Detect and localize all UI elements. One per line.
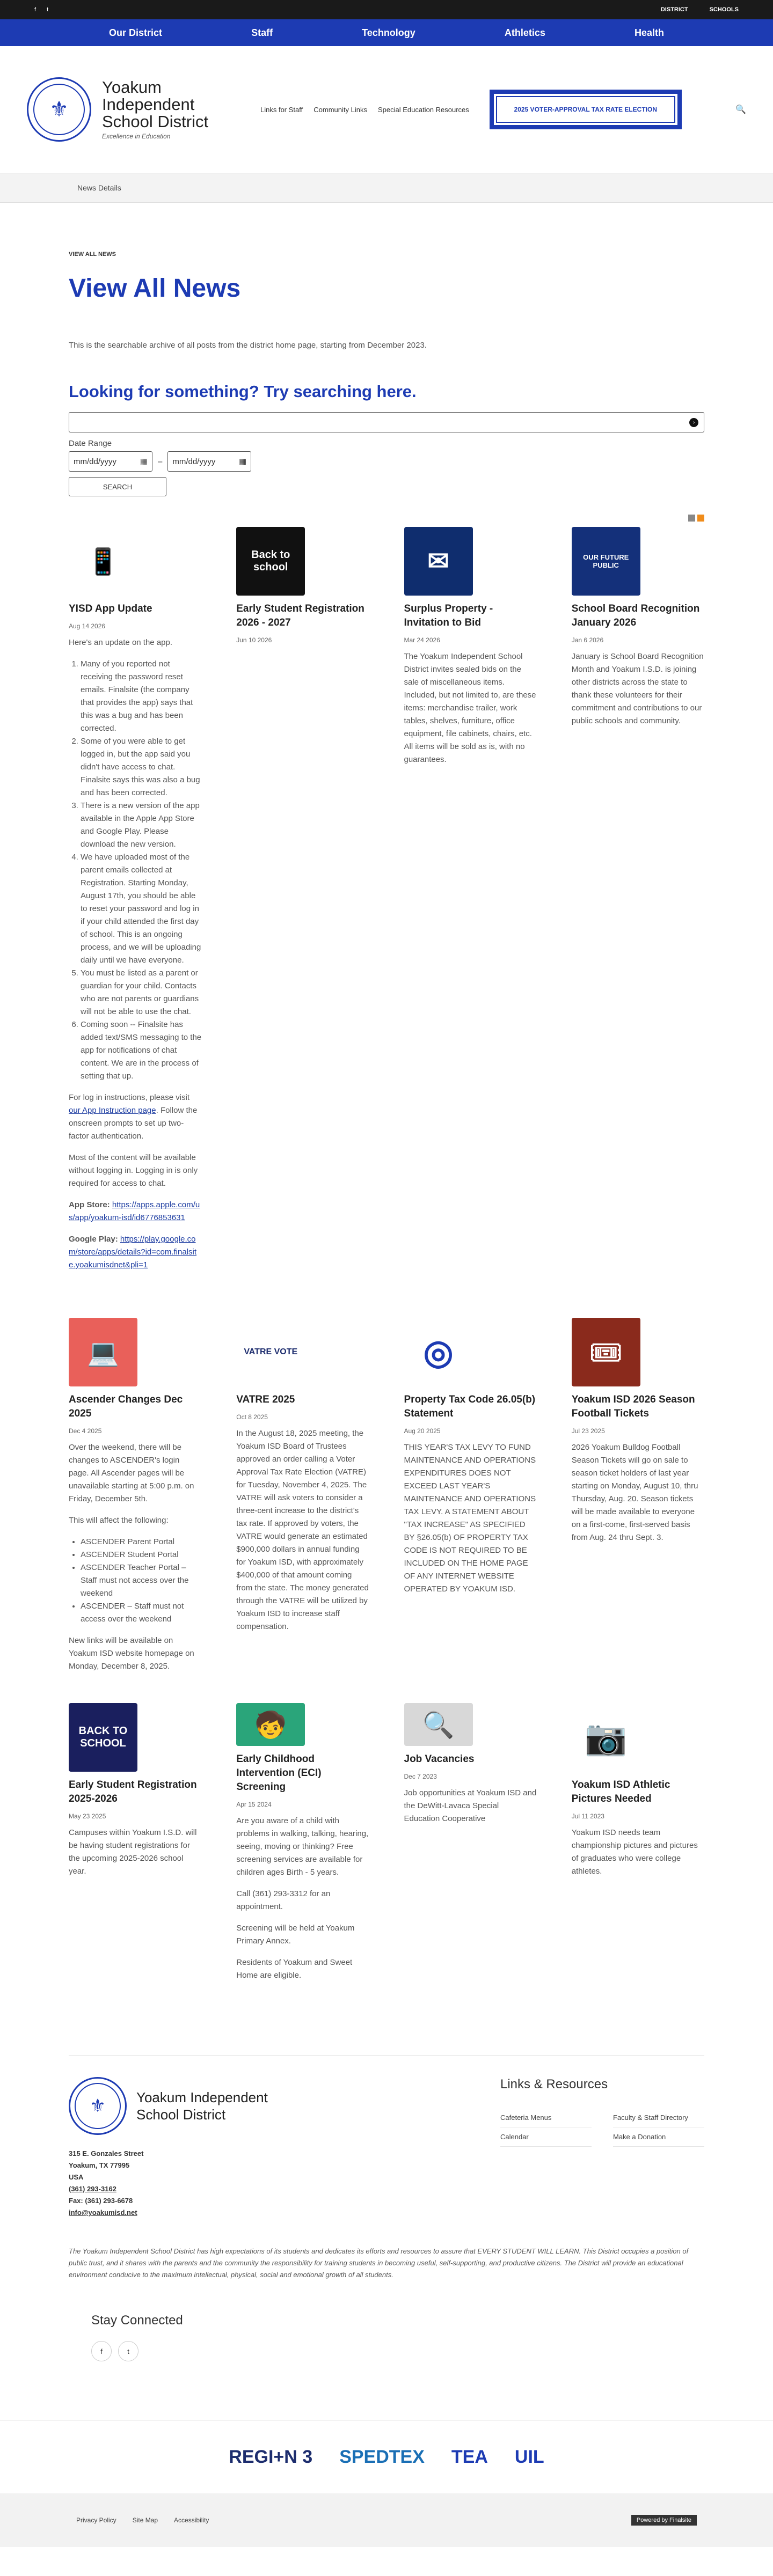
news-grid bbox=[69, 522, 704, 1991]
news-title[interactable]: Early Student Registration 2025-2026 bbox=[69, 1779, 197, 1804]
news-body: Over the weekend, there will be changes to ASCENDER's login page. All Ascender pages will be unavailable starting at 5:00 p.m. on Friday, December 5th. This will affect the following: • ASCENDER Parent Portal • ASCENDER Student Portal • ASCENDER Teacher Portal – Staff must not access over the weekend • ASCENDER – Staff must not access over the weekend New links will be available on Yoakum ISD website homepage on Monday, December 8, 2025. bbox=[69, 1441, 201, 1673]
search-heading: Looking for something? Try searching here. bbox=[69, 382, 417, 401]
news-card bbox=[404, 527, 537, 1280]
nav-staff[interactable]: Staff bbox=[251, 27, 273, 38]
news-date: Jul 23 2025 bbox=[571, 1427, 605, 1435]
footer-district-name: Yoakum Independent School District bbox=[136, 2089, 268, 2123]
community-links[interactable]: Community Links bbox=[313, 105, 367, 114]
nav-our-district[interactable]: Our District bbox=[109, 27, 163, 38]
powered-by-badge[interactable]: Powered by Finalsite bbox=[631, 2515, 697, 2526]
news-card bbox=[404, 1703, 537, 1991]
sitemap-link[interactable]: Site Map bbox=[132, 2516, 158, 2524]
eci-thumbnail[interactable]: 🧒 bbox=[236, 1703, 305, 1746]
search-input[interactable] bbox=[69, 412, 704, 432]
news-date: Dec 7 2023 bbox=[404, 1773, 437, 1780]
news-body: Campuses within Yoakum I.S.D. will be having student registrations for the upcoming 2025-2026 school year. bbox=[69, 1828, 197, 1876]
news-card bbox=[236, 1318, 369, 1682]
twitter-icon[interactable]: t bbox=[47, 6, 49, 13]
rss-icon[interactable] bbox=[697, 515, 704, 522]
staff-directory-link[interactable]: Faculty & Staff Directory bbox=[613, 2108, 704, 2127]
news-body: January is School Board Recognition Month and Yoakum I.S.D. is joining other districts across the state to thank these volunteers for their commitment and contributions to our public schools and community. bbox=[571, 652, 704, 725]
news-date: Apr 15 2024 bbox=[236, 1801, 272, 1808]
schools-menu[interactable]: SCHOOLS bbox=[709, 6, 739, 13]
search-button[interactable]: SEARCH bbox=[69, 477, 166, 496]
mission-statement: The Yoakum Independent School District has high expectations of its students and dedicates its efforts and resources to assure that EVERY STUDENT WILL LEARN. This District occupies a position of public trust, and it shares with the parents and the community the responsibility for training students in becoming useful, self-supporting, and productive citizens. The District will provide an educational environment conducive to the maximum intellectual, physical, social and emotional growth of all students. bbox=[69, 2247, 689, 2279]
apple-store-link[interactable]: https://apps.apple.com/us/app/yoakum-isd/id6776853631 bbox=[69, 1200, 200, 1222]
news-card bbox=[404, 1318, 537, 1682]
tax-election-button[interactable]: 2025 VOTER-APPROVAL TAX RATE ELECTION bbox=[490, 90, 682, 129]
news-date: Aug 20 2025 bbox=[404, 1427, 441, 1435]
news-body: THIS YEAR'S TAX LEVY TO FUND MAINTENANCE AND OPERATIONS EXPENDITURES DOES NOT EXCEED LAST YEAR'S MAINTENANCE AND OPERATIONS TAX LEVY. A STATEMENT ABOUT "TAX INCREASE" AS SPECIFIED BY §26.05(b) OF PROPERTY TAX CODE IS NOT REQUIRED TO BE INCLUDED ON THE HOME PAGE OF ANY INTERNET WEBSITE OPERATED BY YOAKUM ISD. bbox=[404, 1443, 536, 1594]
cafeteria-menus-link[interactable]: Cafeteria Menus bbox=[500, 2108, 592, 2127]
partner-logos bbox=[0, 2420, 773, 2493]
camera-thumbnail[interactable]: 📷 bbox=[572, 1703, 640, 1772]
search-icon[interactable]: 🔍 bbox=[735, 105, 746, 114]
start-date-input[interactable]: mm/dd/yyyy ▦ bbox=[69, 451, 152, 472]
calendar-icon: ▦ bbox=[239, 457, 247, 466]
news-body: 2026 Yoakum Bulldog Football Season Tickets will go on sale to season ticket holders of last year starting on Monday, August 10, thru Thursday, Aug. 20. Season tickets will be made available to everyone on a first-come, first-served basis from Aug. 24 thru Sept. 3. bbox=[571, 1443, 698, 1542]
tea-logo[interactable]: TEA bbox=[451, 2447, 488, 2467]
news-title[interactable]: VATRE 2025 bbox=[236, 1394, 295, 1405]
news-title[interactable]: Job Vacancies bbox=[404, 1753, 475, 1765]
phone-link[interactable]: (361) 293-3162 bbox=[69, 2185, 116, 2193]
seal-icon: ⚜ bbox=[33, 84, 85, 135]
news-card bbox=[572, 527, 704, 1280]
news-title[interactable]: Early Student Registration 2026 - 2027 bbox=[236, 603, 364, 628]
news-body: Are you aware of a child with problems in walking, talking, hearing, seeing, moving or thinking? Free screening services are available for children ages Birth - 5 years. Call (361) 293-3312 for an appointment. Screening will be held at Yoakum Primary Annex. Residents of Yoakum and Sweet Home are eligible. bbox=[236, 1816, 369, 1980]
twitter-icon[interactable]: t bbox=[118, 2341, 138, 2361]
page-title: View All News bbox=[69, 274, 241, 303]
news-card bbox=[69, 1703, 201, 1991]
links-resources: Links & Resources Cafeteria Menus Faculty & Staff Directory Calendar Make a Donation bbox=[500, 2077, 704, 2219]
news-body: Here's an update on the app. 1. Many of you reported not receiving the password reset emails. Finalsite (the company that provides the app) says that this was a bug and has been corrected. 2. Some of you were able to get logged in, but the app said you didn't have access to chat. Finalsite says this was also a bug and has been corrected. 3. There is a new version of the app available in the Apple App Store and Google Play. Please download the new version. 4. We have uploaded most of the parent emails collected at Registration. Starting Monday, August 17th, you should be able to reset your password and log in if your child attended the first day of school. This is an ongoing process, and we will be uploading daily until we have everyone. 5. You must be listed as a parent or guardian for your child. Contacts who are not parents or guardians will not be able to use the chat. 6. Coming soon -- Finalsite has added text/SMS messaging to the app for notifications of chat content. We are in the process of setting that up. For log in instructions, please visit our App Instruction page. Follow the onscreen prompts to set up two-factor authentication. Most of the content will be available without logging in. Logging in is only required for access to chat. App Store: https://apps.apple.com/us/app/yoakum-isd/id6776853631 Google Play: https://play.google.com/store/apps/details?id=com.finalsite.yoakumisdnet&pli=1 bbox=[69, 636, 201, 1272]
kicker: VIEW ALL NEWS bbox=[69, 251, 116, 258]
news-date: Aug 14 2026 bbox=[69, 622, 106, 630]
back-to-school-thumbnail[interactable]: BACK TO SCHOOL bbox=[69, 1703, 137, 1772]
donation-link[interactable]: Make a Donation bbox=[613, 2127, 704, 2147]
search-go-icon[interactable]: › bbox=[689, 418, 698, 427]
magnifier-thumbnail[interactable]: 🔍 bbox=[404, 1703, 473, 1746]
accessibility-link[interactable]: Accessibility bbox=[174, 2516, 209, 2524]
uil-logo[interactable]: UIL bbox=[514, 2447, 544, 2467]
end-date-input[interactable]: mm/dd/yyyy ▦ bbox=[167, 451, 251, 472]
news-date: Dec 4 2025 bbox=[69, 1427, 102, 1435]
news-card bbox=[236, 527, 369, 1280]
news-date: Jun 10 2026 bbox=[236, 636, 272, 644]
news-body: The Yoakum Independent School District invites sealed bids on the sale of miscellaneous items. Included, but not limited to, are these items: merchandise trailer, work tables, shelves, furniture, office equipment, file cabinets, chairs, etc. All items will be sold as is, with no guarantees. bbox=[404, 652, 536, 764]
nav-athletics[interactable]: Athletics bbox=[504, 27, 545, 38]
news-title[interactable]: Early Childhood Intervention (ECI) Screening bbox=[236, 1753, 322, 1793]
facebook-icon[interactable]: f bbox=[34, 6, 37, 13]
board-recognition-thumbnail[interactable]: OUR FUTURE PUBLIC bbox=[572, 527, 640, 596]
site-header bbox=[0, 46, 773, 173]
region3-logo[interactable]: REGI+N 3 bbox=[229, 2447, 313, 2467]
app-instruction-link[interactable]: our App Instruction page bbox=[69, 1106, 156, 1115]
intro-text: This is the searchable archive of all posts from the district home page, starting from December 2023. bbox=[69, 341, 427, 350]
email-link[interactable]: info@yoakumisd.net bbox=[69, 2208, 137, 2217]
seal-icon: ⚜ bbox=[75, 2083, 121, 2129]
news-date: Mar 24 2026 bbox=[404, 636, 440, 644]
news-title[interactable]: Property Tax Code 26.05(b) Statement bbox=[404, 1394, 536, 1419]
news-card bbox=[572, 1318, 704, 1682]
news-title[interactable]: Yoakum ISD 2026 Season Football Tickets bbox=[571, 1394, 695, 1419]
app-thumbnail[interactable]: 📱 bbox=[69, 527, 137, 596]
breadcrumb: News Details bbox=[0, 173, 773, 203]
nav-technology[interactable]: Technology bbox=[362, 27, 415, 38]
laptop-thumbnail[interactable]: 💻 bbox=[69, 1318, 137, 1386]
news-title[interactable]: Ascender Changes Dec 2025 bbox=[69, 1394, 183, 1419]
news-body: In the August 18, 2025 meeting, the Yoakum ISD Board of Trustees approved an order calling a Voter Approval Tax Rate Election (VATRE) for Tuesday, November 4, 2025. The VATRE will ask voters to consider a three-cent increase to the district's tax rate. If approved by voters, the VATRE would generate an estimated $900,000 dollars in annual funding for Yoakum ISD, with approximately $400,000 of that amount coming from the state. The money generated through the VATRE will be utilized by Yoakum ISD to increase staff compensation. bbox=[236, 1429, 369, 1631]
tagline: Excellence in Education bbox=[102, 133, 171, 140]
spedtex-logo[interactable]: SPEDTEX bbox=[339, 2447, 425, 2467]
vote-thumbnail[interactable]: VATRE VOTE bbox=[236, 1318, 305, 1386]
news-card bbox=[69, 527, 201, 1280]
address: 315 E. Gonzales Street Yoakum, TX 77995 USA (361) 293-3162 Fax: (361) 293-6678 info@yoakumisd.net bbox=[69, 2149, 144, 2217]
news-card bbox=[572, 1703, 704, 1991]
legal-bar bbox=[0, 2493, 773, 2547]
news-title[interactable]: Surplus Property - Invitation to Bid bbox=[404, 603, 493, 628]
top-bar bbox=[0, 0, 773, 19]
news-title[interactable]: Yoakum ISD Athletic Pictures Needed bbox=[571, 1779, 670, 1804]
envelope-thumbnail[interactable]: ✉ bbox=[404, 527, 473, 596]
district-menu[interactable]: DISTRICT bbox=[660, 6, 688, 13]
back-to-school-thumbnail[interactable]: Back to school bbox=[236, 527, 305, 596]
news-date: Jan 6 2026 bbox=[571, 636, 604, 644]
nav-health[interactable]: Health bbox=[634, 27, 664, 38]
district-logo[interactable] bbox=[27, 77, 91, 142]
stay-connected: Stay Connected bbox=[91, 2313, 183, 2328]
footer-logo[interactable] bbox=[69, 2077, 127, 2135]
main-nav bbox=[0, 19, 773, 46]
footer bbox=[69, 2055, 704, 2219]
share-icon[interactable] bbox=[688, 515, 695, 522]
district-name[interactable]: Yoakum Independent School District bbox=[102, 78, 209, 131]
news-card bbox=[236, 1703, 369, 1991]
news-date: Jul 11 2023 bbox=[571, 1812, 604, 1820]
news-card bbox=[69, 1318, 201, 1682]
special-ed-resources[interactable]: Special Education Resources bbox=[377, 105, 469, 114]
tickets-thumbnail[interactable]: 🎟 bbox=[572, 1318, 640, 1386]
date-range-label: Date Range bbox=[69, 439, 112, 448]
seal-thumbnail[interactable]: ◎ bbox=[404, 1318, 473, 1386]
news-body: Job opportunities at Yoakum ISD and the DeWitt-Lavaca Special Education Cooperative bbox=[404, 1788, 537, 1823]
news-title[interactable]: YISD App Update bbox=[69, 603, 152, 614]
news-date: May 23 2025 bbox=[69, 1812, 106, 1820]
links-for-staff[interactable]: Links for Staff bbox=[260, 105, 303, 114]
news-body: Yoakum ISD needs team championship pictures and pictures of graduates who were college athletes. bbox=[571, 1828, 698, 1876]
facebook-icon[interactable]: f bbox=[91, 2341, 112, 2361]
news-title[interactable]: School Board Recognition January 2026 bbox=[571, 603, 700, 628]
news-date: Oct 8 2025 bbox=[236, 1413, 268, 1421]
privacy-link[interactable]: Privacy Policy bbox=[76, 2516, 116, 2524]
google-play-link[interactable]: https://play.google.com/store/apps/details?id=com.finalsite.yoakumisdnet&pli=1 bbox=[69, 1235, 197, 1269]
calendar-link[interactable]: Calendar bbox=[500, 2127, 592, 2147]
calendar-icon: ▦ bbox=[140, 457, 148, 466]
